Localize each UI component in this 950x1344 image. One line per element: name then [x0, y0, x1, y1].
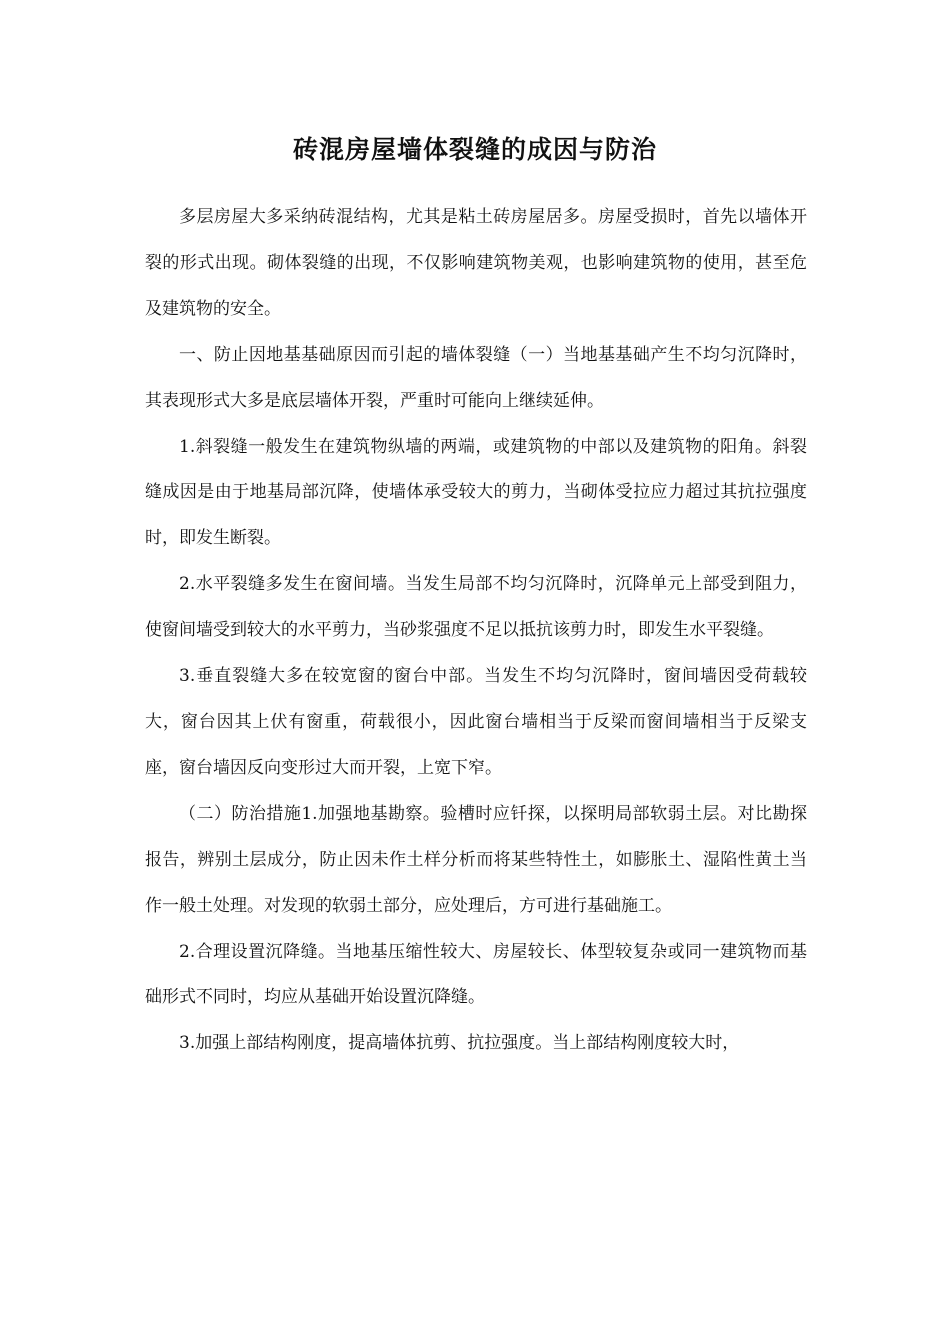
paragraph-settlement-joints: 2.合理设置沉降缝。当地基压缩性较大、房屋较长、体型较复杂或同一建筑物而基础形式不同时，均应从基础开始设置沉降缝。 [145, 941, 807, 1008]
document-title: 砖混房屋墙体裂缝的成因与防治 [292, 135, 657, 164]
paragraph-section-1: 一、防止因地基基础原因而引起的墙体裂缝（一）当地基基础产生不均匀沉降时，其表现形式大多是底层墙体开裂，严重时可能向上继续延伸。 [145, 344, 807, 411]
document-body [145, 195, 807, 1067]
paragraph-horizontal-cracks: 2.水平裂缝多发生在窗间墙。当发生局部不均匀沉降时，沉降单元上部受到阻力，使窗间墙受到较大的水平剪力，当砂浆强度不足以抵抗该剪力时，即发生水平裂缝。 [145, 574, 807, 641]
paragraph-vertical-cracks: 3.垂直裂缝大多在较宽窗的窗台中部。当发生不均匀沉降时，窗间墙因受荷载较大，窗台因其上伏有窗重，荷载很小，因此窗台墙相当于反梁而窗间墙相当于反梁支座，窗台墙因反向变形过大而开裂，上宽下窄。 [145, 666, 807, 778]
paragraph-intro: 多层房屋大多采纳砖混结构，尤其是粘土砖房屋居多。房屋受损时，首先以墙体开裂的形式出现。砌体裂缝的出现，不仅影响建筑物美观，也影响建筑物的使用，甚至危及建筑物的安全。 [145, 207, 807, 319]
paragraph-prevention-measures: （二）防治措施1.加强地基勘察。验槽时应钎探，以探明局部软弱土层。对比勘探报告，辨别土层成分，防止因未作土样分析而将某些特性土，如膨胀土、湿陷性黄土当作一般土处理。对发现的软弱土部分，应处理后，方可进行基础施工。 [145, 803, 807, 916]
paragraph-diagonal-cracks: 1.斜裂缝一般发生在建筑物纵墙的两端，或建筑物的中部以及建筑物的阳角。斜裂缝成因是由于地基局部沉降，使墙体承受较大的剪力，当砌体受拉应力超过其抗拉强度时，即发生断裂。 [145, 436, 807, 549]
paragraph-structural-stiffness: 3.加强上部结构刚度，提高墙体抗剪、抗拉强度。当上部结构刚度较大时， [179, 1033, 740, 1054]
